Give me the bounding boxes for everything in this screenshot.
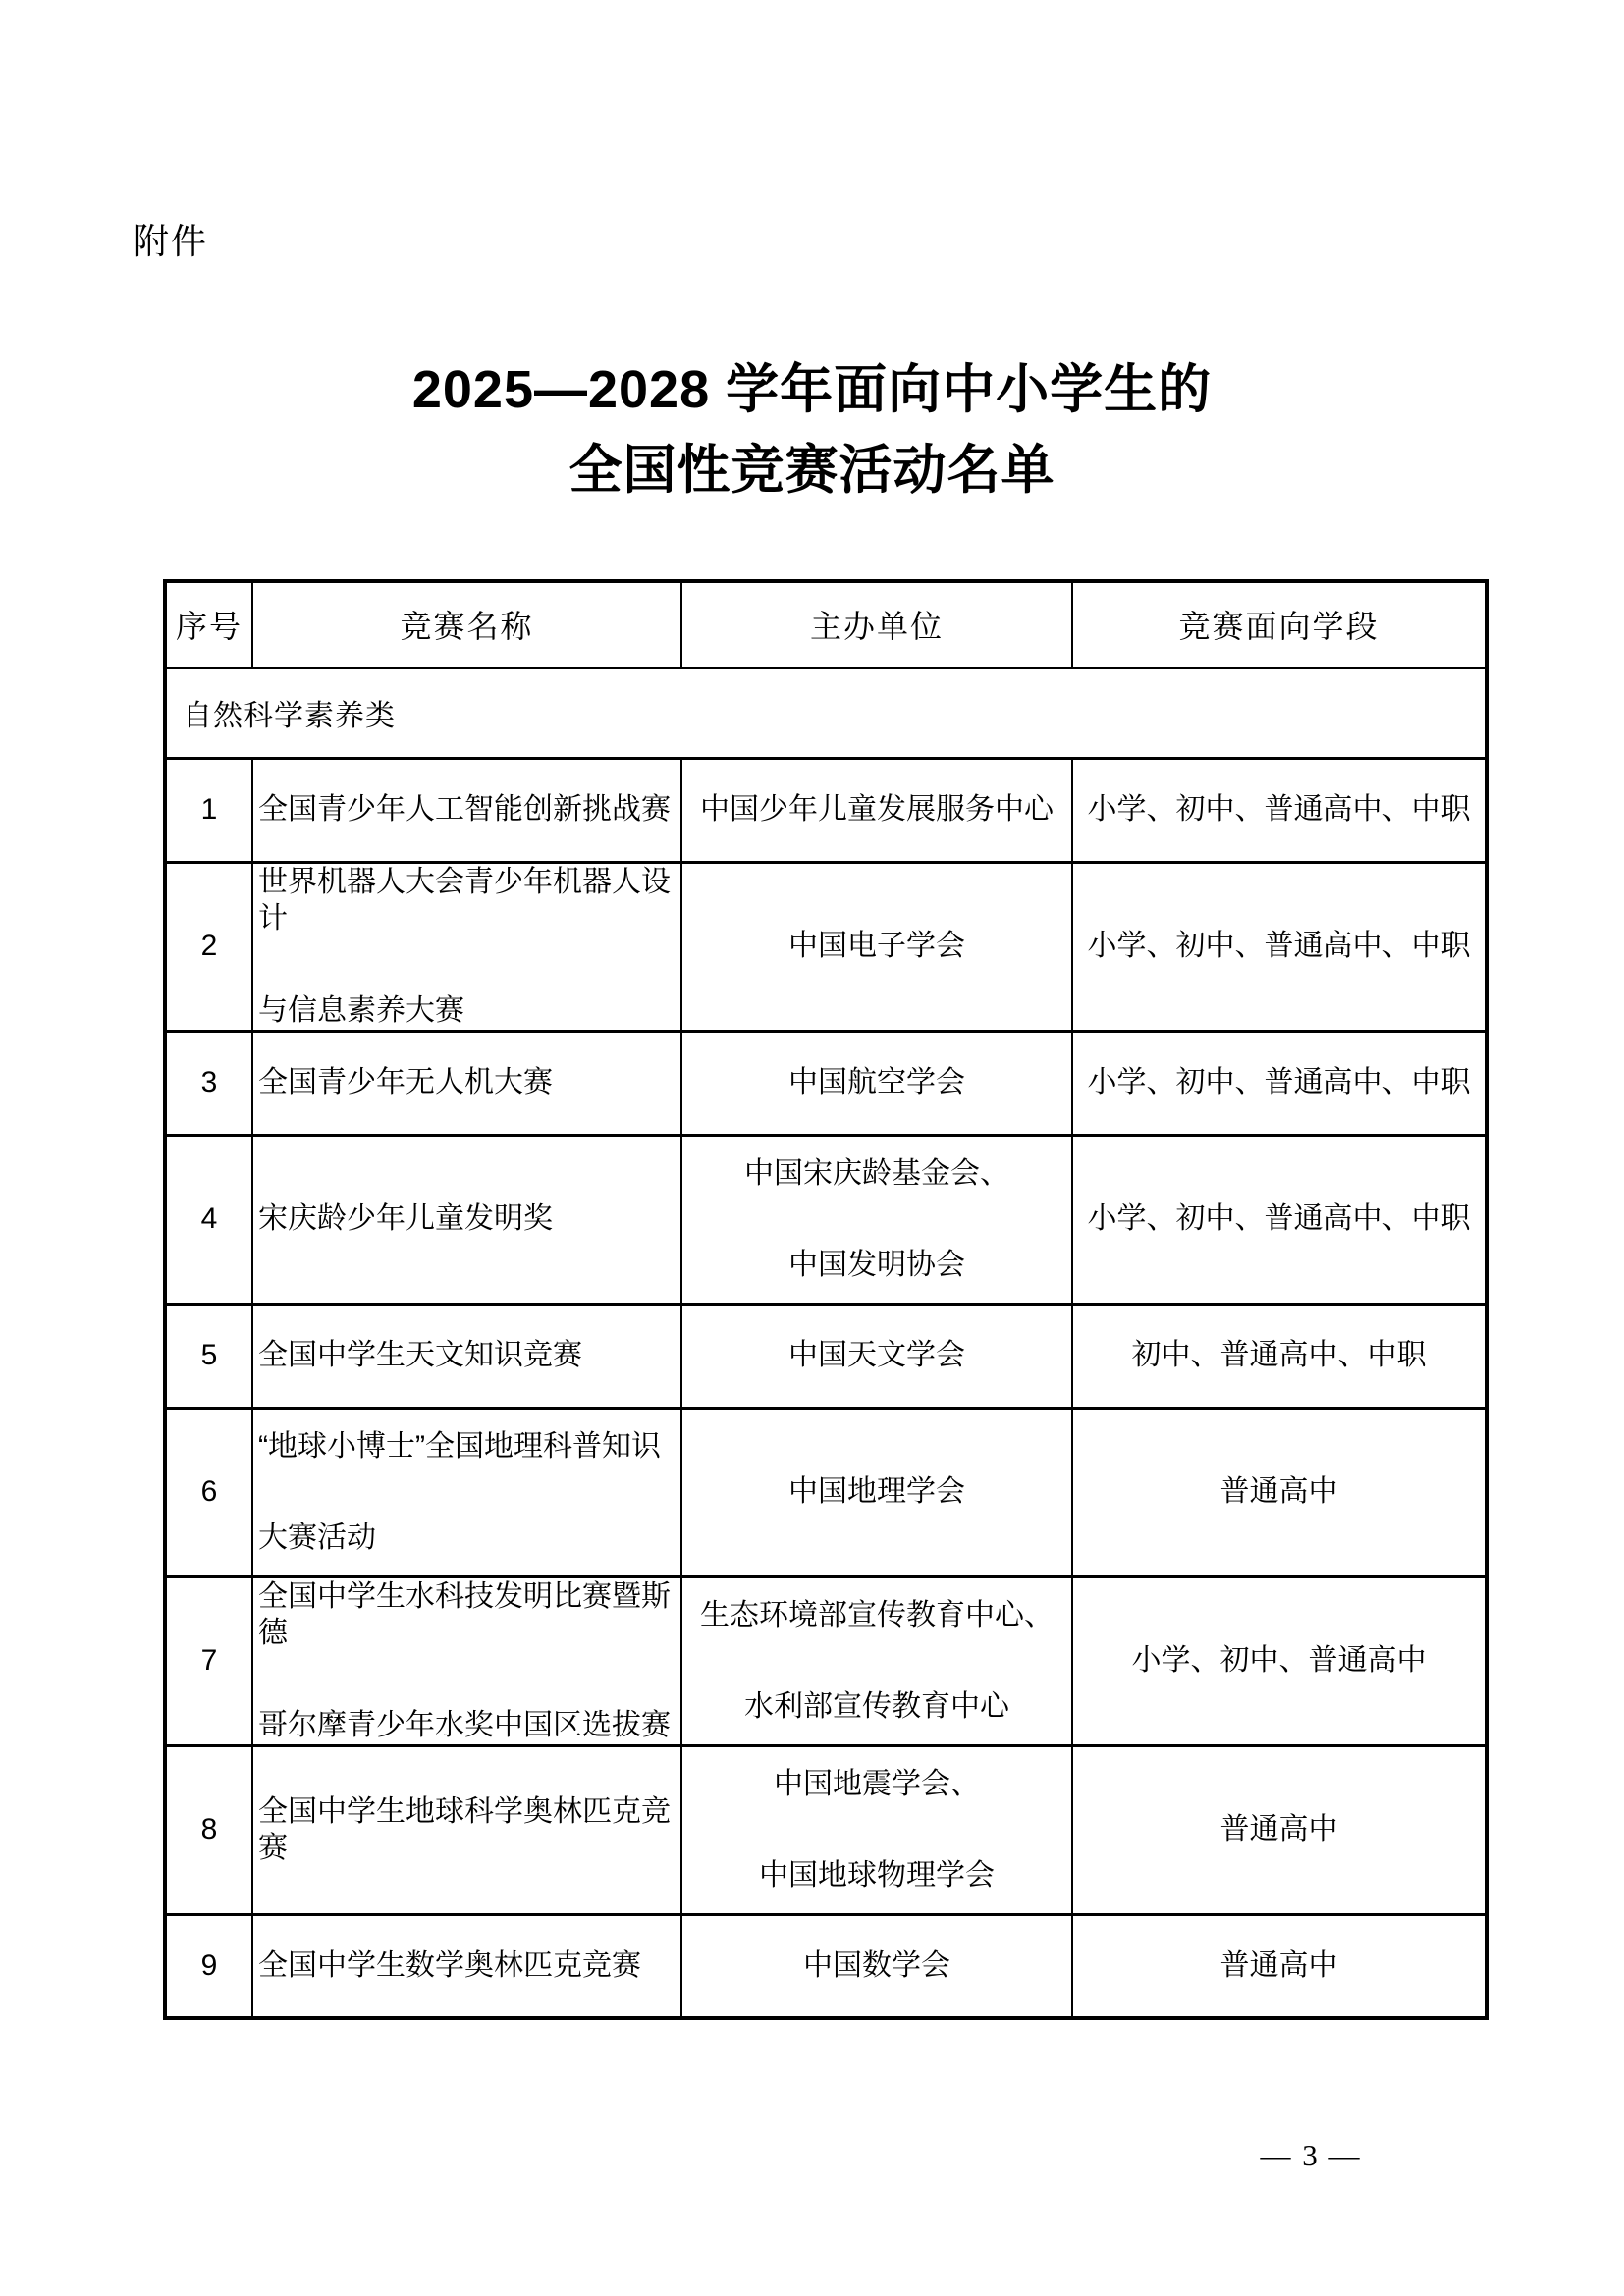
cell-line: 全国青少年人工智能创新挑战赛: [258, 793, 671, 827]
row-number: 9: [165, 1914, 252, 2018]
cell-line: 小学、初中、普通高中、中职: [1087, 930, 1471, 963]
organizer-cell: [681, 1031, 1072, 1135]
cell-line: 小学、初中、普通高中、中职: [1087, 793, 1471, 827]
cell-line: 全国青少年无人机大赛: [258, 1066, 553, 1099]
attachment-label: 附件: [134, 221, 209, 261]
row-number: 1: [165, 758, 252, 862]
organizer-cell: [681, 1576, 1072, 1745]
header-serial-number: 序号: [165, 581, 252, 667]
competition-name-cell: [252, 1745, 681, 1914]
competition-name-cell: [252, 1304, 681, 1408]
cell-line: 全国中学生数学奥林匹克竞赛: [258, 1949, 641, 1982]
cell-line: 宋庆龄少年儿童发明奖: [258, 1202, 553, 1236]
stages-cell: [1072, 1031, 1487, 1135]
competitions-table: [163, 579, 1489, 2020]
cell-line: 中国航空学会: [788, 1066, 965, 1099]
table-row: [165, 862, 1487, 1031]
competition-name-cell: [252, 1408, 681, 1576]
header-competition-name: 竞赛名称: [252, 581, 681, 667]
cell-line: 中国天文学会: [788, 1339, 965, 1372]
row-number: 5: [165, 1304, 252, 1408]
cell-line: 普通高中: [1219, 1949, 1338, 1982]
stages-cell: [1072, 1914, 1487, 2018]
cell-line: 初中、普通高中、中职: [1131, 1339, 1427, 1372]
stages-cell: [1072, 1576, 1487, 1745]
competition-name-cell: [252, 1914, 681, 2018]
cell-line: 中国宋庆龄基金会、: [744, 1156, 1009, 1190]
table-row: [165, 1408, 1487, 1576]
table-row: [165, 1135, 1487, 1304]
cell-line: 中国少年儿童发展服务中心: [700, 793, 1054, 827]
table-row: [165, 758, 1487, 862]
cell-line: 与信息素养大赛: [258, 993, 464, 1027]
cell-line: 全国中学生天文知识竞赛: [258, 1339, 582, 1372]
row-number: 7: [165, 1576, 252, 1745]
organizer-cell: [681, 1914, 1072, 2018]
competition-name-cell: [252, 1576, 681, 1745]
cell-line: 普通高中: [1219, 1813, 1338, 1846]
row-number: 2: [165, 862, 252, 1031]
cell-line: 小学、初中、普通高中、中职: [1087, 1066, 1471, 1099]
category-label: 自然科学素养类: [165, 667, 1487, 758]
page-number: — 3 —: [1260, 2138, 1362, 2172]
competition-name-cell: [252, 1031, 681, 1135]
stages-cell: [1072, 1745, 1487, 1914]
organizer-cell: [681, 758, 1072, 862]
cell-line: 全国中学生水科技发明比赛暨斯德: [258, 1579, 671, 1650]
table-row: [165, 1031, 1487, 1135]
stages-cell: [1072, 862, 1487, 1031]
cell-line: 普通高中: [1219, 1475, 1338, 1509]
cell-line: 世界机器人大会青少年机器人设计: [258, 865, 671, 935]
cell-line: 哥尔摩青少年水奖中国区选拔赛: [258, 1708, 671, 1741]
row-number: 6: [165, 1408, 252, 1576]
organizer-cell: [681, 1135, 1072, 1304]
stages-cell: [1072, 1408, 1487, 1576]
category-row: [165, 667, 1487, 758]
organizer-cell: [681, 1304, 1072, 1408]
competition-name-cell: [252, 758, 681, 862]
title-line-2: 全国性竞赛活动名单: [568, 441, 1056, 500]
cell-line: 中国地震学会、: [774, 1767, 980, 1800]
table-row: [165, 1745, 1487, 1914]
competition-name-cell: [252, 862, 681, 1031]
cell-line: “地球小博士”全国地理科普知识: [258, 1429, 661, 1463]
stages-cell: [1072, 758, 1487, 862]
cell-line: 中国电子学会: [788, 930, 965, 963]
table-row: [165, 1576, 1487, 1745]
cell-line: 小学、初中、普通高中: [1131, 1644, 1427, 1678]
title-line-1: 2025—2028 学年面向中小学生的: [411, 360, 1213, 419]
competition-name-cell: [252, 1135, 681, 1304]
cell-line: 中国地球物理学会: [759, 1859, 995, 1892]
header-organizer: 主办单位: [681, 581, 1072, 667]
cell-line: 水利部宣传教育中心: [744, 1690, 1009, 1723]
document-title: [0, 349, 1624, 510]
cell-line: 中国数学会: [803, 1949, 950, 1982]
cell-line: 中国发明协会: [788, 1249, 965, 1281]
organizer-cell: [681, 862, 1072, 1031]
cell-line: 中国地理学会: [788, 1475, 965, 1509]
table-row: [165, 1914, 1487, 2018]
cell-line: 大赛活动: [258, 1522, 376, 1554]
table-body: [165, 667, 1487, 2018]
header-target-stages: 竞赛面向学段: [1072, 581, 1487, 667]
stages-cell: [1072, 1135, 1487, 1304]
organizer-cell: [681, 1408, 1072, 1576]
row-number: 3: [165, 1031, 252, 1135]
cell-line: 小学、初中、普通高中、中职: [1087, 1202, 1471, 1236]
stages-cell: [1072, 1304, 1487, 1408]
cell-line: 生态环境部宣传教育中心、: [700, 1598, 1054, 1631]
row-number: 8: [165, 1745, 252, 1914]
table-row: [165, 1304, 1487, 1408]
row-number: 4: [165, 1135, 252, 1304]
table-header-row: [165, 581, 1487, 667]
cell-line: 全国中学生地球科学奥林匹克竞赛: [258, 1794, 671, 1864]
organizer-cell: [681, 1745, 1072, 1914]
